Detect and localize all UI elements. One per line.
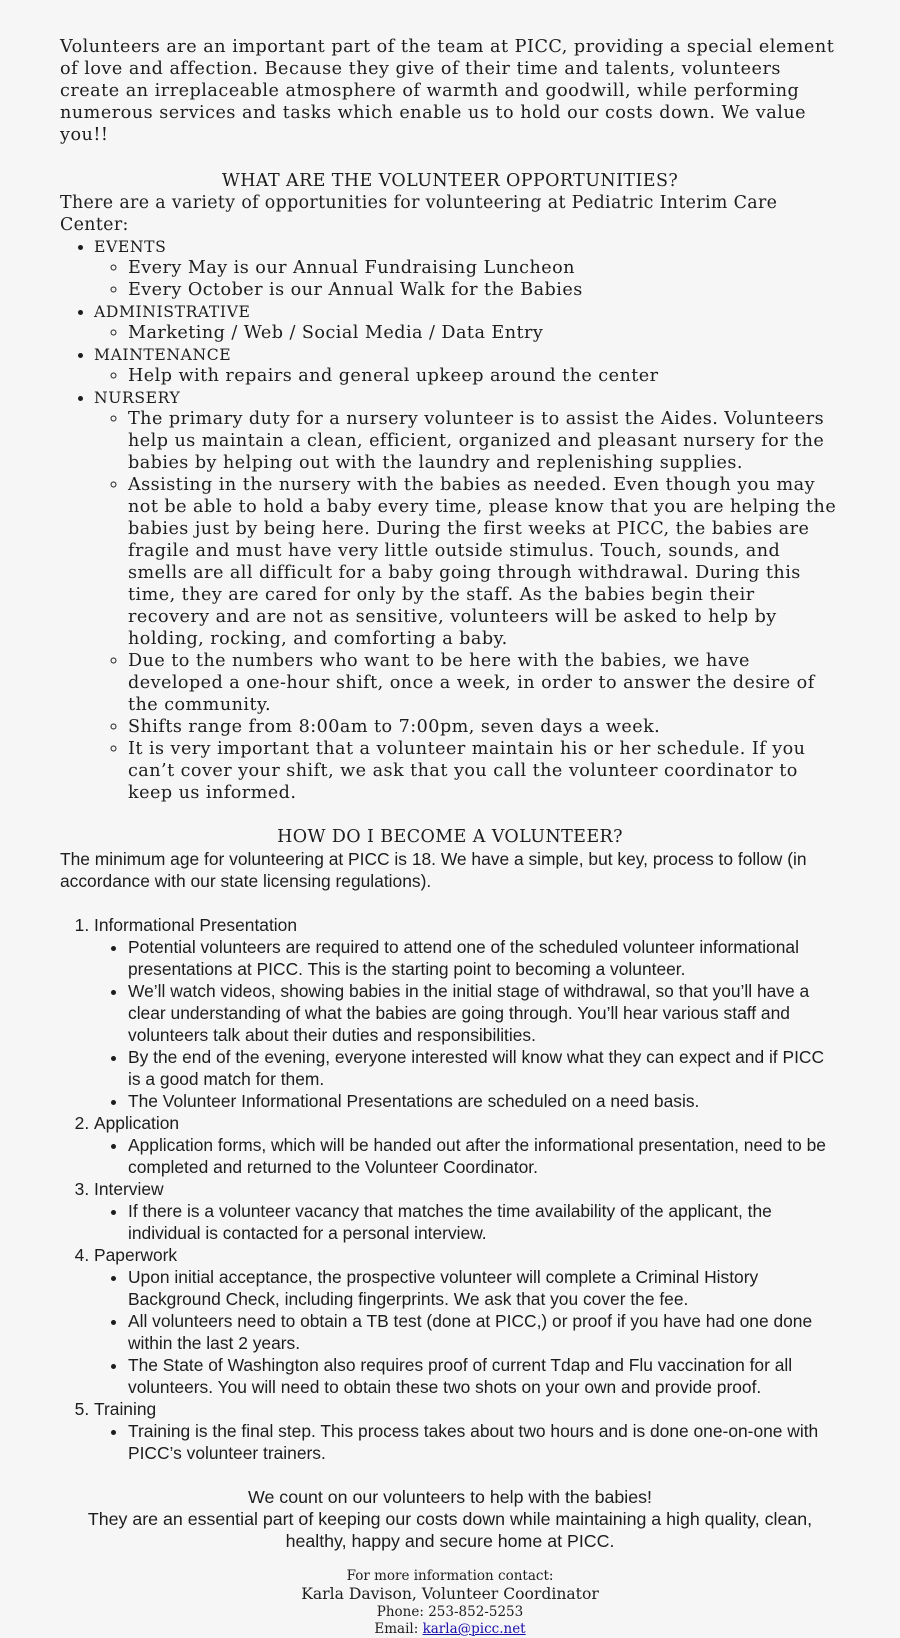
step-items xyxy=(94,1134,840,1178)
contact-name: Karla Davison, Volunteer Coordinator xyxy=(301,1585,599,1603)
step-training xyxy=(94,1398,840,1464)
category-label: ADMINISTRATIVE xyxy=(94,303,251,321)
step-items xyxy=(94,1200,840,1244)
category-administrative xyxy=(94,303,840,344)
become-lead: The minimum age for volunteering at PICC is 18. We have a simple, but key, process to follow (in accordance with our state licensing regulations). xyxy=(60,849,807,891)
step-paperwork xyxy=(94,1244,840,1398)
contact-email-line xyxy=(60,1621,840,1638)
category-label: MAINTENANCE xyxy=(94,346,232,364)
step-interview xyxy=(94,1178,840,1244)
list-item: • The Volunteer Informational Presentations are scheduled on a need basis. xyxy=(128,1090,840,1112)
list-item: ◦ Help with repairs and general upkeep around the center xyxy=(128,365,840,387)
contact-intro: For more information contact: xyxy=(346,1568,554,1584)
category-maintenance xyxy=(94,346,840,387)
category-items xyxy=(94,408,840,804)
step-title: Informational Presentation xyxy=(94,915,298,935)
list-item: ◦ Every October is our Annual Walk for the Babies xyxy=(128,279,840,301)
step-title: Interview xyxy=(94,1179,164,1199)
list-item: • If there is a volunteer vacancy that matches the time availability of the applicant, the individual is contacted for a personal interview. xyxy=(128,1200,840,1244)
list-item: • We’ll watch videos, showing babies in the initial stage of withdrawal, so that you’ll have a clear understanding of what the babies are going through. You’ll hear various staff and volunteers talk about their duties and responsibilities. xyxy=(128,980,840,1046)
contact-phone: Phone: 253-852-5253 xyxy=(376,1604,524,1620)
category-label: EVENTS xyxy=(94,238,167,256)
step-title: Application xyxy=(94,1113,180,1133)
category-nursery xyxy=(94,389,840,804)
category-items xyxy=(94,365,840,387)
step-informational-presentation xyxy=(94,914,840,1112)
contact-email-label: Email: xyxy=(374,1621,423,1637)
list-item: • Potential volunteers are required to attend one of the scheduled volunteer informational presentations at PICC. This is the starting point to becoming a volunteer. xyxy=(128,936,840,980)
closing-line-2: They are an essential part of keeping our costs down while maintaining a high quality, clean, healthy, happy and secure home at PICC. xyxy=(87,1509,813,1551)
list-item: ◦ Assisting in the nursery with the babies as needed. Even though you may not be able to hold a baby every time, please know that you are helping the babies just by being here. During the first weeks at PICC, the babies are fragile and must have very little outside stimulus. Touch, sounds, and smells are all difficult for a baby going through withdrawal. During this time, they are cared for only by the staff. As the babies begin their recovery and are not as sensitive, volunteers will be asked to help by holding, rocking, and comforting a baby. xyxy=(128,474,840,650)
category-events xyxy=(94,238,840,301)
step-application xyxy=(94,1112,840,1178)
step-title: Paperwork xyxy=(94,1245,178,1265)
list-item: ◦ It is very important that a volunteer maintain his or her schedule. If you can’t cover your shift, we ask that you call the volunteer coordinator to keep us informed. xyxy=(128,738,840,804)
list-item: ◦ Marketing / Web / Social Media / Data Entry xyxy=(128,322,840,344)
step-items xyxy=(94,936,840,1112)
list-item: • Upon initial acceptance, the prospective volunteer will complete a Criminal History Background Check, including fingerprints. We ask that you cover the fee. xyxy=(128,1266,840,1310)
list-item: ◦ Due to the numbers who want to be here with the babies, we have developed a one-hour shift, once a week, in order to answer the desire of the community. xyxy=(128,650,840,716)
list-item: ◦ The primary duty for a nursery volunteer is to assist the Aides. Volunteers help us maintain a clean, efficient, organized and pleasant nursery for the babies by helping out with the laundry and replenishing supplies. xyxy=(128,408,840,474)
list-item: • By the end of the evening, everyone interested will know what they can expect and if PICC is a good match for them. xyxy=(128,1046,840,1090)
closing-line-1: We count on our volunteers to help with the babies! xyxy=(248,1487,652,1507)
list-item: • Application forms, which will be handed out after the informational presentation, need to be completed and returned to the Volunteer Coordinator. xyxy=(128,1134,840,1178)
list-item: • All volunteers need to obtain a TB test (done at PICC,) or proof if you have had one done within the last 2 years. xyxy=(128,1310,840,1354)
step-items xyxy=(94,1420,840,1464)
closing-message xyxy=(60,1486,840,1552)
category-items xyxy=(94,322,840,344)
step-items xyxy=(94,1266,840,1398)
list-item: • Training is the final step. This process takes about two hours and is done one-on-one with PICC’s volunteer trainers. xyxy=(128,1420,840,1464)
become-heading: HOW DO I BECOME A VOLUNTEER? xyxy=(277,827,623,847)
list-item: • The State of Washington also requires proof of current Tdap and Flu vaccination for all volunteers. You will need to obtain these two shots on your own and provide proof. xyxy=(128,1354,840,1398)
category-items xyxy=(94,257,840,301)
opportunities-heading: WHAT ARE THE VOLUNTEER OPPORTUNITIES? xyxy=(221,171,679,191)
process-steps xyxy=(60,914,840,1464)
contact-email-link[interactable]: karla@picc.net xyxy=(422,1621,526,1637)
opportunity-categories xyxy=(60,238,840,804)
list-item: ◦ Shifts range from 8:00am to 7:00pm, seven days a week. xyxy=(128,716,840,738)
list-item: ◦ Every May is our Annual Fundraising Luncheon xyxy=(128,257,840,279)
contact-block xyxy=(60,1568,840,1638)
intro-paragraph: Volunteers are an important part of the team at PICC, providing a special element of love and affection. Because they give of their time and talents, volunteers create an irreplaceable atmosphere of warmth and goodwill, while performing numerous services and tasks which enable us to hold our costs down. We value you!! xyxy=(60,37,835,145)
opportunities-lead: There are a variety of opportunities for volunteering at Pediatric Interim Care Center: xyxy=(60,193,778,235)
category-label: NURSERY xyxy=(94,389,181,407)
step-title: Training xyxy=(94,1399,157,1419)
